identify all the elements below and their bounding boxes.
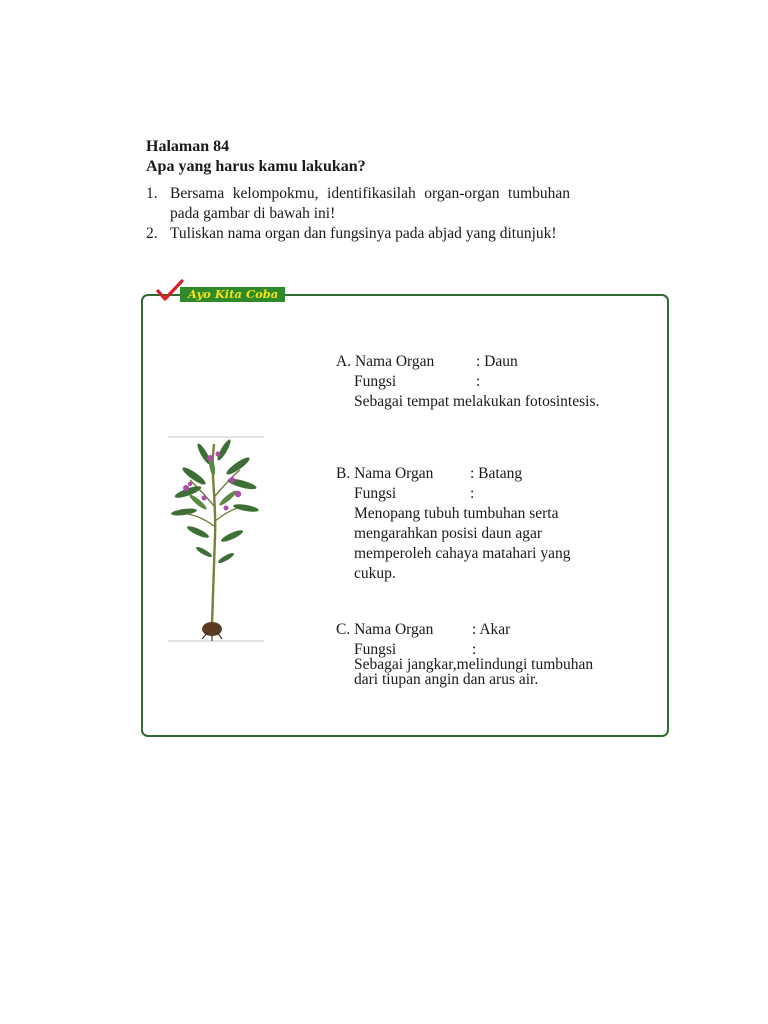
page-number-heading: Halaman 84 (146, 138, 230, 155)
function-description-line: Sebagai tempat melakukan fotosintesis. (354, 393, 600, 410)
organ-label: A. Nama Organ (336, 353, 435, 370)
organ-entry-c (336, 622, 593, 687)
organ-entry-a (336, 352, 599, 412)
organ-name: : Batang (470, 465, 523, 482)
instruction-list (146, 184, 570, 244)
activity-banner: Ayo Kita Coba (180, 287, 285, 302)
function-label: Fungsi (354, 373, 397, 390)
question-heading: Apa yang harus kamu lakukan? (146, 158, 366, 175)
function-description-line: dari tiupan angin dan arus air. (354, 671, 539, 688)
instruction-number: 2. (146, 225, 158, 242)
organ-label: C. Nama Organ (336, 621, 434, 638)
function-label: Fungsi (354, 641, 397, 658)
instruction-item (146, 224, 570, 244)
organ-name: : Daun (476, 353, 518, 370)
function-description-line: memperoleh cahaya matahari yang (354, 545, 571, 562)
instruction-number: 1. (146, 185, 158, 202)
function-description-line: mengarahkan posisi daun agar (354, 525, 543, 542)
function-colon: : (476, 373, 481, 390)
organ-entry-b (336, 464, 570, 584)
organ-name: : Akar (472, 621, 511, 638)
instruction-text: Tuliskan nama organ dan fungsinya pada abjad yang ditunjuk! (170, 225, 557, 242)
function-label: Fungsi (354, 485, 397, 502)
function-colon: : (470, 485, 475, 502)
function-description-line: cukup. (354, 565, 396, 582)
plant-illustration (168, 436, 264, 642)
function-colon: : (472, 641, 477, 658)
function-description-line: Menopang tubuh tumbuhan serta (354, 505, 559, 522)
instruction-item (146, 184, 570, 224)
instruction-text: Bersama kelompokmu, identifikasilah organ-organ tumbuhan pada gambar di bawah ini! (170, 185, 570, 222)
organ-label: B. Nama Organ (336, 465, 434, 482)
function-description-line: Sebagai jangkar,melindungi tumbuhan (354, 656, 594, 673)
